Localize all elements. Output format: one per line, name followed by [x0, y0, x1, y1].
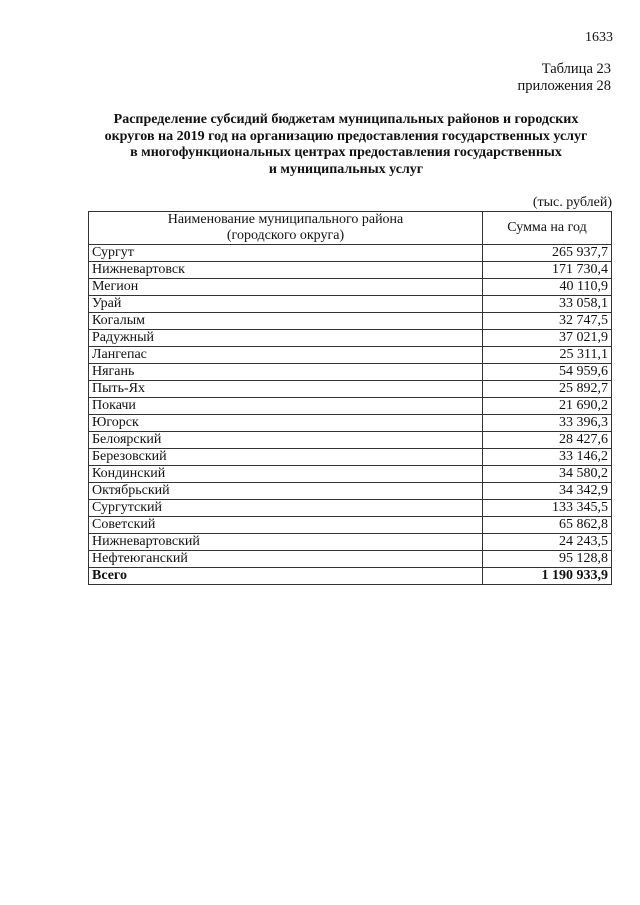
- table-row: [89, 466, 612, 483]
- table-row: [89, 449, 612, 466]
- units-label: (тыс. рублей): [532, 195, 612, 210]
- title-line-1: Распределение субсидий бюджетам муниципальных районов и городских: [113, 112, 579, 127]
- district-name-cell: Мегион: [89, 279, 483, 296]
- header-amount-cell: Сумма на год: [483, 212, 612, 245]
- district-name-cell: Нижневартовский: [89, 534, 483, 551]
- amount-cell: 21 690,2: [483, 398, 612, 415]
- table-row: [89, 483, 612, 500]
- district-name-cell: Покачи: [89, 398, 483, 415]
- amount-cell: 171 730,4: [483, 262, 612, 279]
- amount-cell: 24 243,5: [483, 534, 612, 551]
- district-name-cell: Пыть-Ях: [89, 381, 483, 398]
- table-row: [89, 245, 612, 262]
- table-row: [89, 415, 612, 432]
- table-reference-line-1: Таблица 23: [541, 61, 611, 77]
- table-row: [89, 279, 612, 296]
- table-row: [89, 398, 612, 415]
- district-name-cell: Нягань: [89, 364, 483, 381]
- district-name-cell: Нефтеюганский: [89, 551, 483, 568]
- title-line-2: округов на 2019 год на организацию предоставления государственных услуг: [104, 128, 588, 144]
- table-row: [89, 517, 612, 534]
- amount-cell: 33 058,1: [483, 296, 612, 313]
- header-name-cell: [89, 212, 483, 245]
- table-row: [89, 347, 612, 364]
- table-row: [89, 313, 612, 330]
- title-line-4: и муниципальных услуг: [268, 161, 424, 177]
- district-name-cell: Октябрьский: [89, 483, 483, 500]
- table-row: [89, 534, 612, 551]
- table-row: [89, 551, 612, 568]
- table-row: [89, 381, 612, 398]
- amount-cell: 32 747,5: [483, 313, 612, 330]
- amount-cell: 133 345,5: [483, 500, 612, 517]
- district-name-cell: Сургут: [89, 245, 483, 262]
- table-reference-line-2: приложения 28: [517, 78, 611, 94]
- district-name-cell: Белоярский: [89, 432, 483, 449]
- table-row: [89, 330, 612, 347]
- subsidies-table: [88, 211, 612, 585]
- amount-cell: 40 110,9: [483, 279, 612, 296]
- amount-cell: 54 959,6: [483, 364, 612, 381]
- amount-cell: 95 128,8: [483, 551, 612, 568]
- district-name-cell: Советский: [89, 517, 483, 534]
- header-name-line-1: Наименование муниципального района: [167, 212, 404, 227]
- district-name-cell: Березовский: [89, 449, 483, 466]
- district-name-cell: Урай: [89, 296, 483, 313]
- table-row: [89, 500, 612, 517]
- total-row: [89, 568, 612, 585]
- table-reference: [515, 61, 611, 95]
- district-name-cell: Сургутский: [89, 500, 483, 517]
- amount-cell: 33 396,3: [483, 415, 612, 432]
- page-number: 1633: [585, 30, 613, 45]
- amount-cell: 37 021,9: [483, 330, 612, 347]
- header-name-line-2: (городского округа): [226, 228, 345, 243]
- amount-cell: 25 892,7: [483, 381, 612, 398]
- district-name-cell: Радужный: [89, 330, 483, 347]
- district-name-cell: Когалым: [89, 313, 483, 330]
- total-amount-cell: 1 190 933,9: [483, 568, 612, 585]
- district-name-cell: Кондинский: [89, 466, 483, 483]
- table-row: [89, 432, 612, 449]
- district-name-cell: Лангепас: [89, 347, 483, 364]
- amount-cell: 25 311,1: [483, 347, 612, 364]
- table-row: [89, 262, 612, 279]
- table-header-row: [89, 212, 612, 245]
- table-body: [89, 245, 612, 585]
- amount-cell: 65 862,8: [483, 517, 612, 534]
- amount-cell: 265 937,7: [483, 245, 612, 262]
- district-name-cell: Югорск: [89, 415, 483, 432]
- amount-cell: 34 342,9: [483, 483, 612, 500]
- table-row: [89, 364, 612, 381]
- title-line-3: в многофункциональных центрах предоставления государственных: [130, 145, 562, 161]
- total-name-cell: Всего: [89, 568, 483, 585]
- district-name-cell: Нижневартовск: [89, 262, 483, 279]
- amount-cell: 28 427,6: [483, 432, 612, 449]
- document-title: [60, 112, 632, 178]
- amount-cell: 33 146,2: [483, 449, 612, 466]
- amount-cell: 34 580,2: [483, 466, 612, 483]
- table-row: [89, 296, 612, 313]
